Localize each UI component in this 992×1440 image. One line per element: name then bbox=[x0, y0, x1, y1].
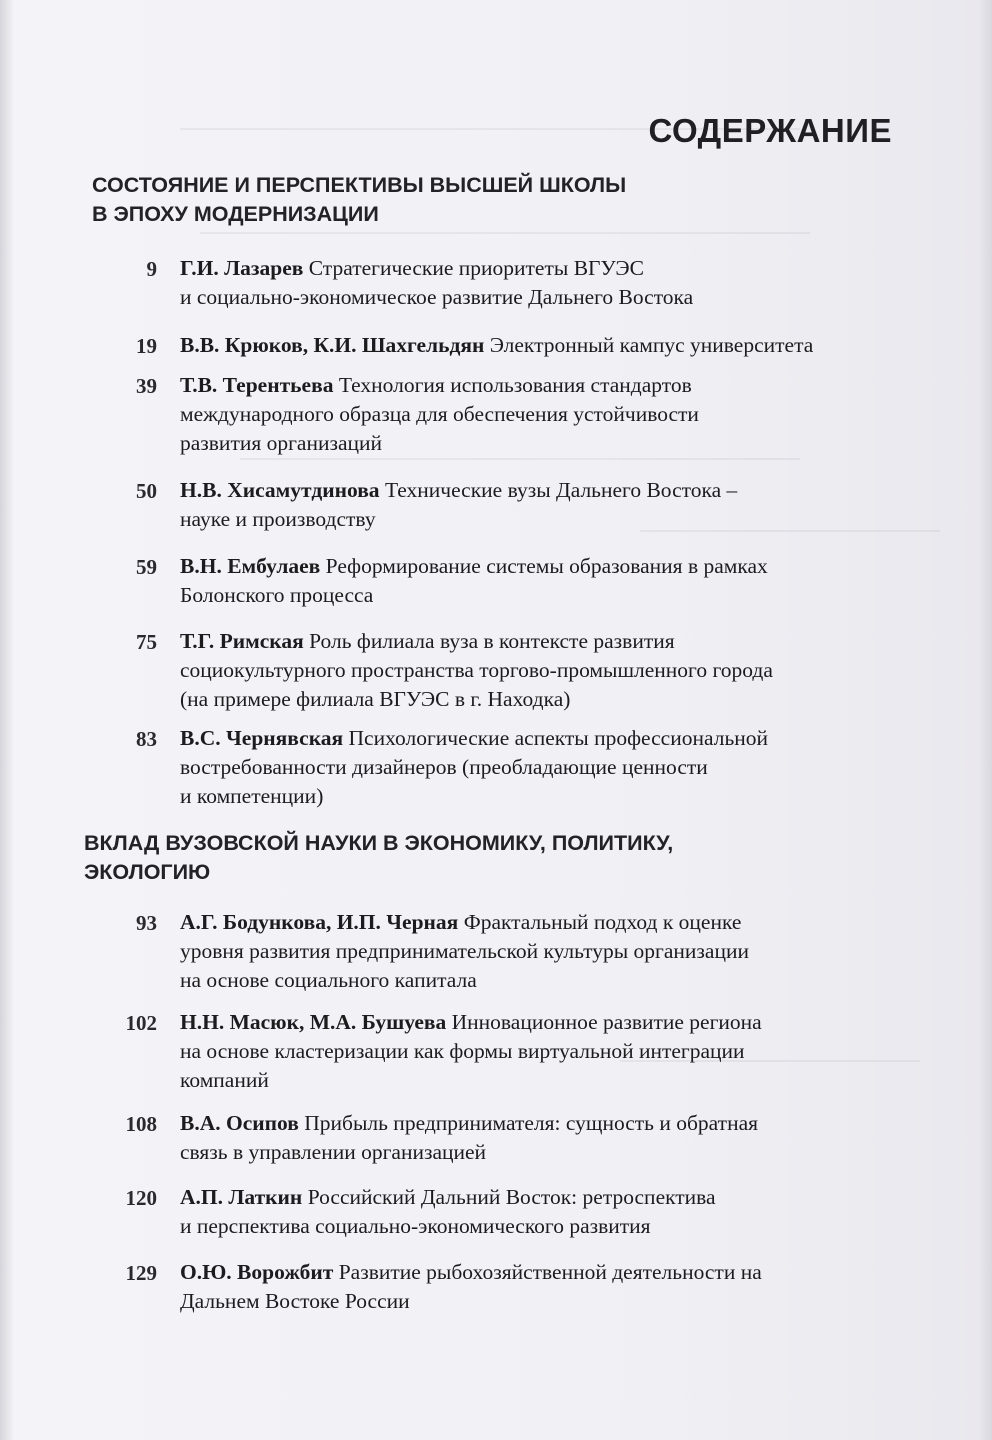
section-heading-line: ВКЛАД ВУЗОВСКОЙ НАУКИ В ЭКОНОМИКУ, ПОЛИТИКУ, bbox=[84, 831, 674, 855]
entry-title-line: востребованности дизайнеров (преобладающие ценности bbox=[180, 755, 708, 779]
entry-title-line: Прибыль предпринимателя: сущность и обратная bbox=[304, 1111, 759, 1135]
entry-text bbox=[180, 724, 900, 811]
entry-text bbox=[180, 1258, 900, 1316]
entry-author: В.А. Осипов bbox=[180, 1111, 299, 1135]
page-number: 83 bbox=[136, 727, 157, 751]
entry-text bbox=[180, 476, 900, 534]
entry-title-line: Развитие рыбохозяйственной деятельности на bbox=[338, 1260, 762, 1284]
page-number: 120 bbox=[125, 1186, 157, 1210]
page-number: 93 bbox=[136, 911, 157, 935]
entry-title-line: социокультурного пространства торгово-промышленного города bbox=[180, 658, 773, 682]
entry-author: Н.Н. Масюк, М.А. Бушуева bbox=[180, 1010, 447, 1034]
section-heading bbox=[84, 829, 673, 887]
page-number: 102 bbox=[125, 1011, 157, 1035]
entry-title-line: международного образца для обеспечения устойчивости bbox=[180, 402, 699, 426]
entry-title-line: на основе социального капитала bbox=[180, 968, 477, 992]
entry-text bbox=[180, 908, 900, 995]
section-heading bbox=[92, 171, 626, 229]
entry-author: Г.И. Лазарев bbox=[180, 256, 304, 280]
entry-text bbox=[180, 1008, 900, 1095]
page-number: 50 bbox=[136, 479, 157, 503]
entry-title-line: Болонского процесса bbox=[180, 583, 374, 607]
entry-text bbox=[180, 371, 900, 458]
section-heading-line: ЭКОЛОГИЮ bbox=[84, 860, 211, 884]
entry-title-line: Электронный кампус университета bbox=[489, 333, 814, 357]
entry-title-line: Психологические аспекты профессиональной bbox=[348, 726, 769, 750]
entry-title-line: (на примере филиала ВГУЭС в г. Находка) bbox=[180, 687, 571, 711]
entry-title-line: уровня развития предпринимательской культуры организации bbox=[180, 939, 749, 963]
entry-text bbox=[180, 627, 900, 714]
entry-title-line: Технические вузы Дальнего Востока – bbox=[384, 478, 738, 502]
entry-author: В.Н. Ембулаев bbox=[180, 554, 321, 578]
entry-title-line: Фрактальный подход к оценке bbox=[463, 910, 742, 934]
entry-title-line: компаний bbox=[180, 1068, 269, 1092]
entry-author: Т.В. Терентьева bbox=[180, 373, 334, 397]
page-number: 9 bbox=[146, 257, 157, 281]
entry-author: Т.Г. Римская bbox=[180, 629, 304, 653]
entry-text bbox=[180, 331, 900, 360]
entry-title-line: Стратегические приоритеты ВГУЭС bbox=[308, 256, 644, 280]
page-title: СОДЕРЖАНИЕ bbox=[648, 112, 892, 149]
entry-title-line: Дальнем Востоке России bbox=[180, 1289, 410, 1313]
entry-title-line: Роль филиала вуза в контексте развития bbox=[309, 629, 675, 653]
section-heading-line: В ЭПОХУ МОДЕРНИЗАЦИИ bbox=[92, 202, 379, 226]
entry-title-line: Технология использования стандартов bbox=[338, 373, 692, 397]
entry-title-line: Инновационное развитие региона bbox=[451, 1010, 762, 1034]
entry-author: А.П. Латкин bbox=[180, 1185, 303, 1209]
entry-title-line: и компетенции) bbox=[180, 784, 324, 808]
bleed-through bbox=[200, 232, 810, 234]
entry-author: О.Ю. Ворожбит bbox=[180, 1260, 334, 1284]
bleed-through bbox=[240, 458, 800, 460]
page-number: 108 bbox=[125, 1112, 157, 1136]
entry-text bbox=[180, 552, 900, 610]
entry-text bbox=[180, 254, 900, 312]
entry-title-line: и социально-экономическое развитие Дальнего Востока bbox=[180, 285, 694, 309]
entry-title-line: связь в управлении организацией bbox=[180, 1140, 487, 1164]
page-number: 59 bbox=[136, 555, 157, 579]
entry-text bbox=[180, 1109, 900, 1167]
entry-text bbox=[180, 1183, 900, 1241]
entry-title-line: и перспектива социально-экономического развития bbox=[180, 1214, 651, 1238]
page-number: 75 bbox=[136, 630, 157, 654]
entry-author: В.С. Чернявская bbox=[180, 726, 344, 750]
entry-author: Н.В. Хисамутдинова bbox=[180, 478, 380, 502]
page-number: 129 bbox=[125, 1261, 157, 1285]
entry-author: А.Г. Бодункова, И.П. Черная bbox=[180, 910, 459, 934]
entry-title-line: на основе кластеризации как формы виртуальной интеграции bbox=[180, 1039, 745, 1063]
entry-title-line: развития организаций bbox=[180, 431, 383, 455]
section-heading-line: СОСТОЯНИЕ И ПЕРСПЕКТИВЫ ВЫСШЕЙ ШКОЛЫ bbox=[92, 173, 627, 197]
entry-title-line: Российский Дальний Восток: ретроспектива bbox=[307, 1185, 716, 1209]
entry-title-line: науке и производству bbox=[180, 507, 376, 531]
page-number: 39 bbox=[136, 374, 157, 398]
entry-title-line: Реформирование системы образования в рамках bbox=[325, 554, 768, 578]
entry-author: В.В. Крюков, К.И. Шахгельдян bbox=[180, 333, 485, 357]
page-number: 19 bbox=[136, 334, 157, 358]
